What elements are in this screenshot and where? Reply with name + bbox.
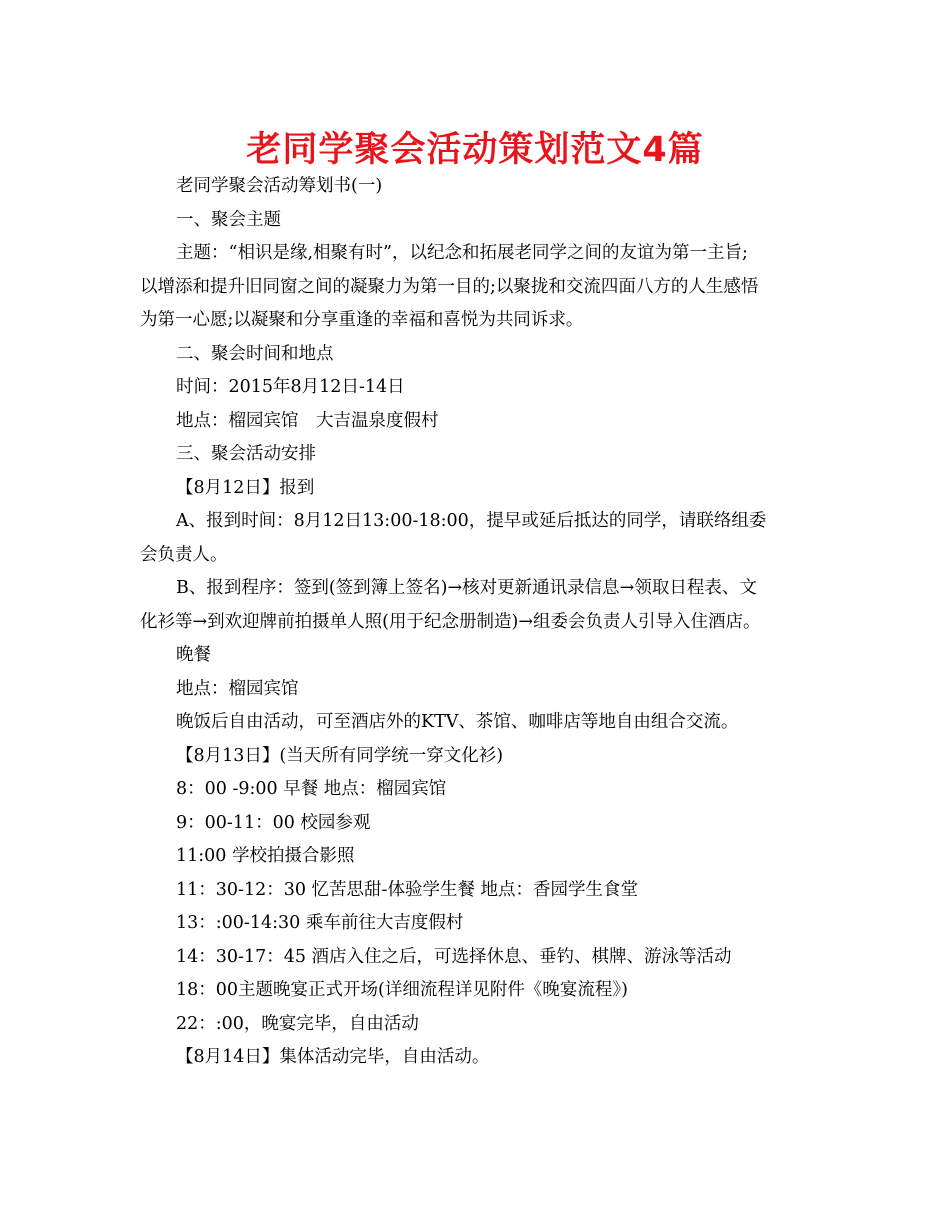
paragraph-line: 11：30-12：30 忆苦思甜-体验学生餐 地点：香园学生食堂 [176, 879, 639, 900]
paragraph-line: 【8月14日】集体活动完毕，自由活动。 [176, 1047, 490, 1067]
paragraph-line: B、报到程序：签到(签到簿上签名)→核对更新通讯录信息→领取日程表、文 [176, 578, 757, 598]
paragraph-line: 【8月13日】(当天所有同学统一穿文化衫) [176, 745, 504, 766]
paragraph-line: A、报到时间：8月12日13:00-18:00，提早或延后抵达的同学，请联络组委 [176, 511, 767, 531]
paragraph-line: 三、聚会活动安排 [176, 444, 316, 464]
paragraph-line: 地点：榴园宾馆 大吉温泉度假村 [176, 410, 439, 431]
paragraph-line: 为第一心愿;以凝聚和分享重逢的幸福和喜悦为共同诉求。 [140, 310, 584, 330]
paragraph-line: 化衫等→到欢迎牌前拍摄单人照(用于纪念册制造)→组委会负责人引导入住酒店。 [140, 611, 761, 632]
paragraph-line: 8：00 -9:00 早餐 地点：榴园宾馆 [176, 779, 447, 799]
paragraph-line: 会负责人。 [140, 544, 228, 565]
paragraph-line: 主题：“相识是缘,相聚有时”，以纪念和拓展老同学之间的友谊为第一主旨; [176, 243, 748, 263]
paragraph-line: 晚饭后自由活动，可至酒店外的KTV、茶馆、咖啡店等地自由组合交流。 [176, 712, 739, 732]
paragraph-line: 11:00 学校拍摄合影照 [176, 846, 355, 866]
paragraph-line: 18：00主题晚宴正式开场(详细流程详见附件《晚宴流程》) [176, 980, 628, 1000]
paragraph-line: 二、聚会时间和地点 [176, 343, 334, 364]
paragraph-line: 【8月12日】报到 [176, 477, 315, 498]
paragraph-line: 一、聚会主题 [176, 209, 281, 230]
paragraph-line: 晚餐 [176, 645, 211, 665]
paragraph-line: 以增添和提升旧同窗之间的凝聚力为第一目的;以聚拢和交流四面八方的人生感悟 [140, 276, 759, 297]
paragraph-line: 地点：榴园宾馆 [176, 678, 299, 699]
paragraph-line: 22：:00，晚宴完毕，自由活动 [176, 1013, 419, 1034]
document-title: 老同学聚会活动策划范文4篇 [246, 130, 704, 170]
paragraph-line: 9：00-11：00 校园参观 [176, 812, 371, 833]
paragraph-line: 老同学聚会活动筹划书(一) [176, 176, 383, 196]
paragraph-line: 时间：2015年8月12日-14日 [176, 377, 405, 397]
document-body [140, 170, 820, 1075]
paragraph-line: 14：30-17：45 酒店入住之后，可选择休息、垂钓、棋牌、游泳等活动 [176, 946, 732, 967]
paragraph-line: 13：:00-14:30 乘车前往大吉度假村 [176, 913, 464, 933]
